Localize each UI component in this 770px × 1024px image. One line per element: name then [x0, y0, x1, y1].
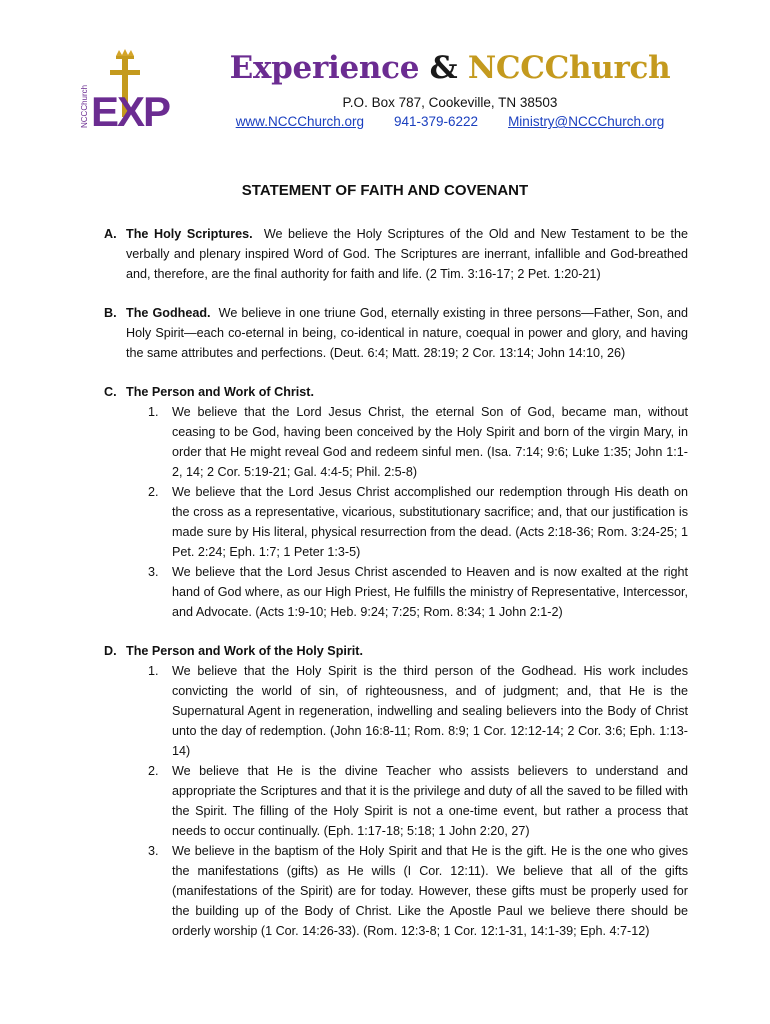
section-letter: C. [104, 385, 117, 399]
section-holy-spirit [104, 641, 688, 941]
letterhead [190, 48, 710, 131]
document-title: STATEMENT OF FAITH AND COVENANT [241, 182, 529, 199]
address: P.O. Box 787, Cookeville, TN 38503 [342, 95, 558, 110]
list-item [126, 562, 688, 622]
section-godhead [104, 303, 688, 363]
item-number: 2. [148, 764, 159, 778]
item-text: We believe that the Holy Spirit is the third person of the Godhead. His work includes convicting the world of sin, of righteousness, and of judgment; and, that He is the Supernatural Agent in regeneration, indwelling and sealing believers into the Body of Christ unto the day of redemption. (John 16:8-11; Rom. 8:9; 1 Cor. 12:12-14; 2 Cor. 3:6; Eph. 1:13-14) [172, 664, 688, 758]
section-letter: D. [104, 644, 117, 658]
section-title: The Holy Scriptures. [126, 227, 253, 241]
item-text: We believe that the Lord Jesus Christ accomplished our redemption through His death on the cross as a representative, vicarious, substitutionary sacrifice; and, that our justification is made sure by His literal, physical resurrection from the dead. (Acts 2:18-36; Rom. 3:24-25; 1 Pet. 2:24; Eph. 1:7; 1 Peter 1:3-5) [172, 485, 688, 559]
section-holy-scriptures [104, 224, 688, 284]
item-number: 1. [148, 664, 159, 678]
section-text: We believe in one triune God, eternally existing in three persons—Father, Son, and Holy Spirit—each co-eternal in being, co-identical in nature, coequal in power and glory, and having the same attributes and perfections. (Deut. 6:4; Matt. 28:19; 2 Cor. 13:14; John 14:10, 26) [126, 306, 688, 360]
crown-icon [116, 49, 134, 59]
email-link[interactable]: Ministry@NCCChurch.org [508, 114, 665, 129]
section-christ [104, 382, 688, 622]
item-number: 3. [148, 844, 159, 858]
contact-line [190, 112, 710, 131]
section-title: The Godhead. [126, 306, 211, 320]
item-text: We believe that the Lord Jesus Christ ascended to Heaven and is now exalted at the right hand of God where, as our High Priest, He fulfills the ministry of Representative, Intercessor, and Advocate. (Acts 1:9-10; Heb. 9:24; 7:25; Rom. 8:34; 1 John 2:1-2) [172, 565, 688, 619]
section-title: The Person and Work of the Holy Spirit. [126, 644, 363, 658]
section-text: We believe the Holy Scriptures of the Old and New Testament to be the verbally and plenary inspired Word of God. The Scriptures are inerrant, infallible and God-breathed and, therefore, are the final authority for faith and life. (2 Tim. 3:16-17; 2 Pet. 1:20-21) [126, 227, 689, 281]
section-letter: B. [104, 306, 117, 320]
item-text: We believe that the Lord Jesus Christ, the eternal Son of God, became man, without ceasing to be God, having been conceived by the Holy Spirit and born of the virgin Mary, in order that He might reveal God and redeem sinful men. (Isa. 7:14; 9:6; Luke 1:35; John 1:1-2, 14; 2 Cor. 5:19-21; Gal. 4:4-5; Phil. 2:5-8) [172, 405, 688, 479]
logo-text: EXP [91, 88, 170, 132]
numbered-list [126, 402, 688, 622]
list-item [126, 661, 688, 761]
section-paragraph [126, 224, 688, 284]
item-text: We believe that He is the divine Teacher who assists believers to understand and appropriate the Scriptures and that it is the privilege and duty of all the saved to be filled with the Spirit. The filling of the Holy Spirit is not a one-time event, but rather a process that needs to occur continually. (Eph. 1:17-18; 5:18; 1 John 2:20, 27) [172, 764, 688, 838]
item-text: We believe in the baptism of the Holy Spirit and that He is the gift. He is the one who gives the manifestations (gifts) as He wills (I Cor. 12:11). We believe that all of the gifts (manifestations of the Spirit) are for today. However, these gifts must be properly used for the building up of the Body of Christ. Like the Apostle Paul we believe there should be orderly worship (1 Cor. 14:26-33). (Rom. 12:3-8; 1 Cor. 12:1-31, 14:1-39; Eph. 4:7-12) [172, 844, 688, 938]
list-item [126, 482, 688, 562]
item-number: 2. [148, 485, 159, 499]
document-body [104, 224, 688, 960]
list-item [126, 841, 688, 941]
logo-side-text: NCCChurch [80, 84, 89, 128]
brand-title [190, 48, 710, 88]
item-number: 3. [148, 565, 159, 579]
section-letter: A. [104, 227, 117, 241]
brand-part1: Experience [229, 50, 420, 86]
brand-ampersand: & [429, 50, 458, 86]
list-item [126, 761, 688, 841]
website-link[interactable]: www.NCCChurch.org [235, 114, 364, 129]
phone-number: 941-379-6222 [393, 114, 479, 129]
church-logo [78, 48, 170, 132]
item-number: 1. [148, 405, 159, 419]
section-paragraph [126, 303, 688, 363]
numbered-list [126, 661, 688, 941]
list-item [126, 402, 688, 482]
brand-part2: NCCChurch [467, 50, 671, 86]
section-title: The Person and Work of Christ. [126, 385, 314, 399]
